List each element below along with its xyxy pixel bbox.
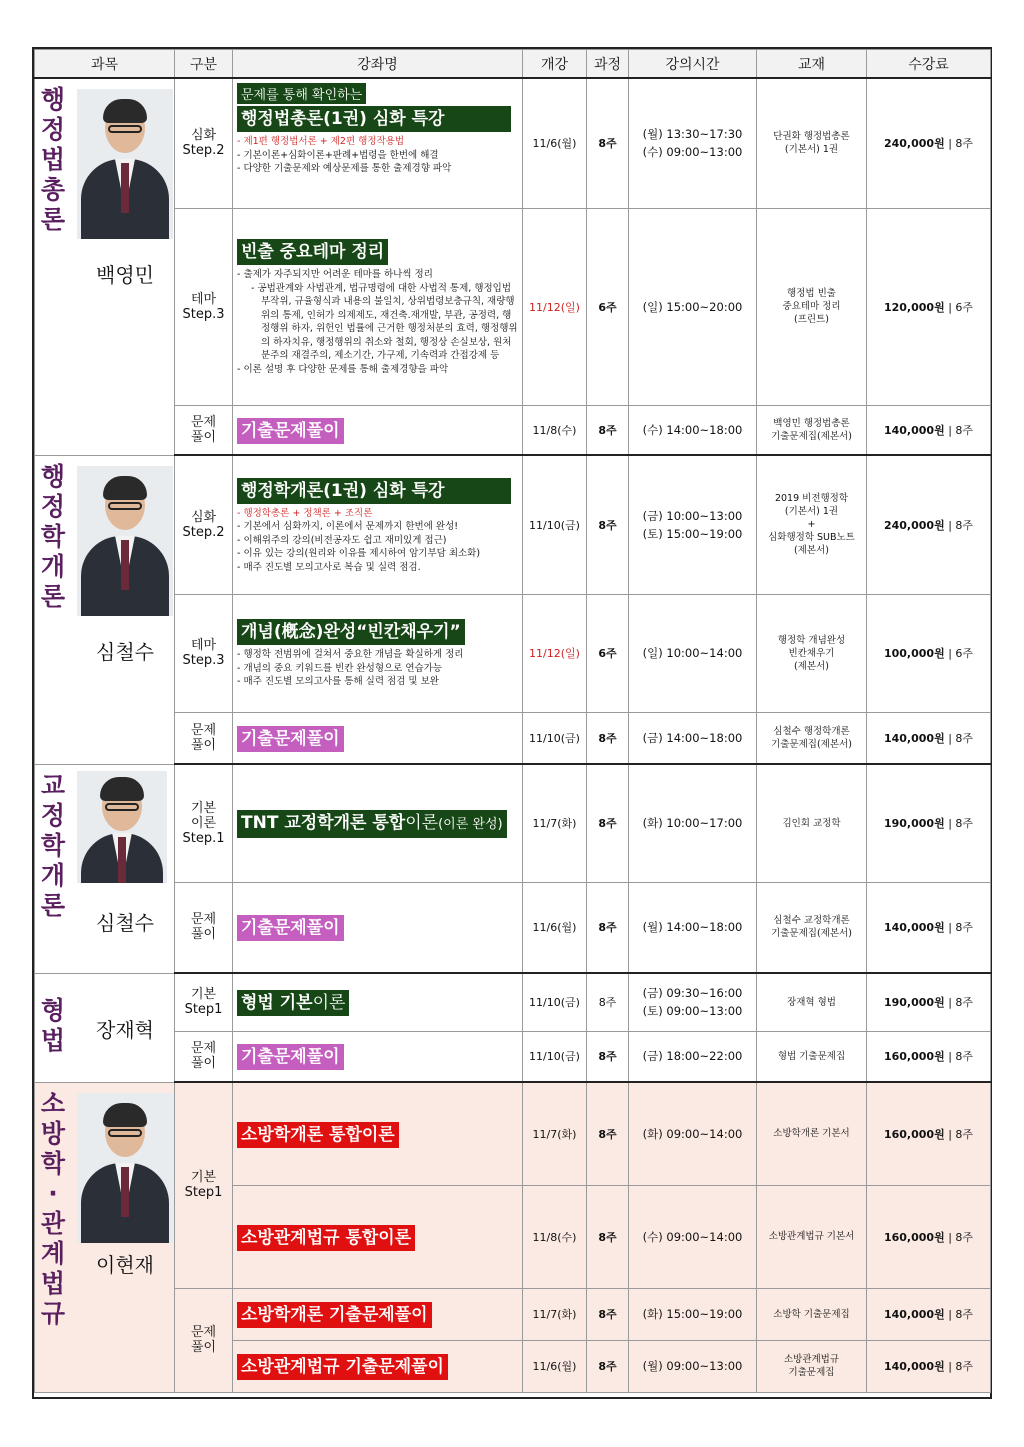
lecture-time: (화) 09:00~14:00 [629, 1082, 757, 1185]
fee-amount: 160,000원 [883, 1127, 945, 1141]
bullet: - 다양한 기출문제와 예상문제를 통한 출제경향 파악 [237, 163, 452, 174]
fee-unit: | 8주 [948, 921, 974, 935]
bullet: - 개념의 중요 키워드를 빈칸 완성형으로 연습가능 [237, 662, 443, 674]
course-cell [233, 594, 523, 712]
fee-unit: | 8주 [948, 731, 974, 745]
course-bullets [237, 268, 518, 376]
course-title: 형법 기본 [241, 993, 313, 1014]
lecture-time: (일) 15:00~20:00 [629, 208, 757, 405]
header-row [35, 50, 991, 79]
duration: 6주 [587, 594, 629, 712]
header-subject: 과목 [35, 50, 175, 79]
open-date: 11/8(수) [523, 1185, 587, 1288]
division-label: 문제 풀이 [190, 722, 217, 753]
course-title: 개념(槪念)완성“빈칸채우기” [237, 619, 465, 645]
course-title-box [237, 990, 349, 1016]
division-cell [175, 882, 233, 973]
subject-cell-fire [35, 1082, 175, 1392]
teacher-name: 장재혁 [96, 1017, 154, 1042]
open-date: 11/10(금) [523, 712, 587, 764]
division-cell [175, 1082, 233, 1288]
course-title: TNT 교정학개론 통합 [241, 813, 406, 834]
duration: 8주 [587, 1082, 629, 1185]
schedule-table [34, 49, 991, 1393]
open-date: 11/8(수) [523, 405, 587, 455]
fee-amount: 120,000원 [883, 300, 945, 314]
textbook: 장재혁 형법 [757, 973, 867, 1031]
fee-cell [867, 78, 991, 208]
table-row [35, 1031, 991, 1082]
fee-cell [867, 764, 991, 882]
course-cell [233, 1288, 523, 1340]
fee-cell [867, 1031, 991, 1082]
header-open: 개강 [523, 50, 587, 79]
division-label: 테마 Step.3 [182, 291, 225, 322]
fee-unit: | 8주 [948, 1308, 974, 1321]
fee-cell [867, 1288, 991, 1340]
lecture-time: (수) 14:00~18:00 [629, 405, 757, 455]
fee-unit: | 8주 [948, 137, 974, 151]
fee-unit: | 8주 [948, 423, 974, 437]
fee-amount: 100,000원 [883, 647, 945, 660]
division-label: 기본 Step1 [184, 987, 223, 1018]
subject-title: 행정학개론 [40, 461, 66, 611]
fee-amount: 140,000원 [883, 731, 945, 745]
bullet: - 이해위주의 강의(비전공자도 쉽고 재미있게 접근) [237, 534, 447, 546]
course-title-tail: 이론 [312, 993, 346, 1014]
lecture-time: (화) 10:00~17:00 [629, 764, 757, 882]
subject-title: 행정법총론 [40, 85, 66, 234]
bullet: - 기본에서 심화까지, 이론에서 문제까지 한번에 완성! [237, 521, 459, 532]
subject-cell-criminal [35, 973, 175, 1082]
course-cell [233, 712, 523, 764]
course-cell [233, 1185, 523, 1288]
duration: 8주 [587, 1340, 629, 1392]
subject-title: 형법 [40, 995, 66, 1055]
lecture-time: (월) 13:30~17:30 (수) 09:00~13:00 [629, 78, 757, 208]
division-cell [175, 712, 233, 764]
lecture-time: (금) 09:30~16:00 (토) 09:00~13:00 [629, 973, 757, 1031]
subject-title: 교정학개론 [40, 770, 66, 920]
open-date: 11/6(월) [523, 1340, 587, 1392]
division-cell [175, 405, 233, 455]
textbook: 2019 비전행정학 (기본서) 1권 + 심화행정학 SUB노트 (제본서) [757, 455, 867, 594]
textbook: 심철수 행정학개론 기출문제집(제본서) [757, 712, 867, 764]
bullet: - 이유 있는 강의(원리와 이유를 제시하여 암기부담 최소화) [237, 548, 481, 559]
division-cell [175, 208, 233, 405]
division-cell [175, 764, 233, 882]
fee-amount: 190,000원 [883, 996, 945, 1010]
subject-cell-admin-sci [35, 455, 175, 764]
course-title: 행정학개론(1권) 심화 특강 [237, 478, 511, 504]
division-cell [175, 973, 233, 1031]
textbook: 소방관계법규 기출문제집 [757, 1340, 867, 1392]
table-row [35, 594, 991, 712]
fee-unit: | 6주 [948, 647, 974, 660]
fee-amount: 240,000원 [883, 518, 945, 532]
course-cell [233, 882, 523, 973]
table-row [35, 405, 991, 455]
bullet: - 행정학총론 + 정책론 + 조직론 [237, 507, 373, 519]
course-bullets [237, 135, 518, 176]
lecture-time: (수) 09:00~14:00 [629, 1185, 757, 1288]
textbook: 김인회 교정학 [757, 764, 867, 882]
open-date: 11/7(화) [523, 764, 587, 882]
course-title: 행정법총론(1권) 심화 특강 [237, 106, 511, 132]
duration: 8주 [587, 1031, 629, 1082]
course-title: 소방학개론 통합이론 [237, 1122, 399, 1148]
bullet: - 공법관계와 사법관계, 법규명령에 대한 사법적 통제, 행정입법부작위, 규율형식과 내용의 불일치, 상위법령보충규칙, 재량행위의 통제, 인허가 의제제도, 재건축.재개발, 부관, 공정력, 행정행위 하자, 위헌인 법률에 근거한 행정처분의 효력, 행정행위의 하자치유, 행정행위의 취소와 철회, 행정상 손실보상, 원처분주의 재결주의, 제소기간, 가구제, 기속력과 간접강제 등 [251, 282, 518, 361]
textbook: 행정학 개념완성 빈칸채우기 (제본서) [757, 594, 867, 712]
course-cell [233, 455, 523, 594]
fee-unit: | 8주 [948, 1050, 974, 1064]
duration: 8주 [587, 1185, 629, 1288]
bullet: - 출제가 자주되지만 어려운 테마를 하나씩 정리 [237, 269, 433, 280]
fee-cell [867, 973, 991, 1031]
course-title: 소방관계법규 통합이론 [237, 1225, 415, 1251]
division-cell [175, 78, 233, 208]
course-cell [233, 764, 523, 882]
lecture-time: (월) 09:00~13:00 [629, 1340, 757, 1392]
fee-amount: 190,000원 [883, 817, 945, 831]
fee-amount: 140,000원 [883, 921, 945, 935]
open-date: 11/6(월) [523, 78, 587, 208]
fee-amount: 140,000원 [883, 423, 945, 437]
textbook: 단권화 행정법총론 (기본서) 1권 [757, 78, 867, 208]
open-date: 11/10(금) [523, 455, 587, 594]
course-title: 기출문제풀이 [237, 418, 344, 444]
division-cell [175, 1288, 233, 1392]
division-cell [175, 455, 233, 594]
fee-unit: | 8주 [948, 1360, 974, 1373]
teacher-photo [77, 771, 167, 883]
fee-amount: 140,000원 [883, 1360, 945, 1373]
header-time: 강의시간 [629, 50, 757, 79]
fee-unit: | 8주 [948, 518, 974, 532]
fee-cell [867, 1082, 991, 1185]
table-row [35, 208, 991, 405]
course-title-box [237, 810, 507, 838]
division-cell [175, 594, 233, 712]
course-title-note: (이론 완성) [438, 817, 503, 833]
open-date: 11/7(화) [523, 1288, 587, 1340]
lecture-time: (월) 14:00~18:00 [629, 882, 757, 973]
header-course: 강좌명 [233, 50, 523, 79]
fee-amount: 140,000원 [883, 1308, 945, 1321]
course-bullets [237, 648, 518, 689]
table-row [35, 455, 991, 594]
bullet: - 행정학 전범위에 걸쳐서 중요한 개념을 확실하게 정리 [237, 649, 464, 661]
textbook: 심철수 교정학개론 기출문제집(제본서) [757, 882, 867, 973]
division-label: 문제 풀이 [190, 414, 217, 445]
course-cell [233, 208, 523, 405]
duration: 8주 [587, 973, 629, 1031]
course-title: 기출문제풀이 [237, 915, 344, 941]
division-label: 문제 풀이 [190, 912, 217, 943]
subject-cell-admin-law [35, 78, 175, 455]
fee-unit: | 8주 [948, 996, 974, 1010]
division-label: 심화 Step.2 [182, 509, 225, 540]
teacher-photo [77, 1093, 173, 1243]
course-cell [233, 405, 523, 455]
textbook: 백영민 행정법총론 기출문제집(제본서) [757, 405, 867, 455]
lecture-time: (금) 18:00~22:00 [629, 1031, 757, 1082]
open-date: 11/12(일) [523, 594, 587, 712]
open-date: 11/10(금) [523, 1031, 587, 1082]
fee-amount: 240,000원 [883, 137, 945, 151]
teacher-name: 심철수 [96, 639, 154, 664]
lecture-time: (화) 15:00~19:00 [629, 1288, 757, 1340]
fee-cell [867, 594, 991, 712]
open-date: 11/12(일) [523, 208, 587, 405]
duration: 8주 [587, 764, 629, 882]
textbook: 소방관계법규 기본서 [757, 1185, 867, 1288]
subject-cell-correction [35, 764, 175, 973]
fee-unit: | 8주 [948, 1127, 974, 1141]
textbook: 형법 기출문제집 [757, 1031, 867, 1082]
lecture-time: (일) 10:00~14:00 [629, 594, 757, 712]
division-cell [175, 1031, 233, 1082]
course-title: 기출문제풀이 [237, 1044, 344, 1070]
teacher-name: 백영민 [96, 263, 154, 287]
course-cell [233, 1082, 523, 1185]
schedule-table-frame [32, 47, 992, 1399]
course-title-tail: 이론 [405, 813, 439, 834]
fee-cell [867, 405, 991, 455]
table-row [35, 78, 991, 208]
header-division: 구분 [175, 50, 233, 79]
fee-cell [867, 455, 991, 594]
table-row [35, 973, 991, 1031]
bullet: - 기본이론+심화이론+판례+법령을 한번에 해결 [237, 149, 439, 161]
bullet: - 제1편 행정법서론 + 제2편 행정작용법 [237, 136, 405, 147]
fee-amount: 160,000원 [883, 1230, 945, 1244]
course-tag: 문제를 통해 확인하는 [237, 83, 366, 104]
header-book: 교재 [757, 50, 867, 79]
textbook: 행정법 빈출 중요테마 정리 (프린트) [757, 208, 867, 405]
course-cell [233, 1031, 523, 1082]
teacher-name: 심철수 [96, 910, 154, 935]
table-row [35, 712, 991, 764]
duration: 8주 [587, 712, 629, 764]
header-duration: 과정 [587, 50, 629, 79]
course-title: 빈출 중요테마 정리 [237, 239, 388, 265]
table-row [35, 764, 991, 882]
bullet: - 매주 진도별 모의고사로 복습 및 실력 점검. [237, 561, 421, 573]
table-row [35, 1288, 991, 1340]
fee-cell [867, 1340, 991, 1392]
course-cell [233, 78, 523, 208]
division-label: 심화 Step.2 [182, 128, 225, 159]
duration: 6주 [587, 208, 629, 405]
teacher-photo [77, 466, 173, 616]
division-label: 기본 이론 Step.1 [182, 800, 225, 846]
subject-title: 소방학·관계법규 [40, 1088, 66, 1328]
bullet: - 매주 진도별 모의고사를 통해 실력 점검 및 보완 [237, 676, 439, 688]
lecture-time: (금) 10:00~13:00 (토) 15:00~19:00 [629, 455, 757, 594]
course-cell [233, 1340, 523, 1392]
teacher-photo [77, 89, 173, 239]
duration: 8주 [587, 1288, 629, 1340]
textbook: 소방학 기출문제집 [757, 1288, 867, 1340]
division-label: 테마 Step.3 [182, 638, 225, 668]
fee-cell [867, 208, 991, 405]
duration: 8주 [587, 455, 629, 594]
fee-unit: | 6주 [948, 300, 974, 314]
teacher-name: 이현재 [96, 1252, 154, 1277]
duration: 8주 [587, 882, 629, 973]
open-date: 11/10(금) [523, 973, 587, 1031]
textbook: 소방학개론 기본서 [757, 1082, 867, 1185]
fee-unit: | 8주 [948, 1230, 974, 1244]
course-title: 기출문제풀이 [237, 726, 344, 752]
open-date: 11/6(월) [523, 882, 587, 973]
division-label: 기본 Step1 [184, 1170, 223, 1201]
fee-cell [867, 1185, 991, 1288]
bullet: - 이론 설명 후 다양한 문제를 통해 출제경향을 파악 [237, 363, 449, 375]
fee-cell [867, 882, 991, 973]
course-title: 소방관계법규 기출문제풀이 [237, 1354, 448, 1380]
course-cell [233, 973, 523, 1031]
fee-amount: 160,000원 [883, 1050, 945, 1064]
table-row [35, 1082, 991, 1185]
header-fee: 수강료 [867, 50, 991, 79]
fee-unit: | 8주 [948, 817, 974, 831]
division-label: 문제 풀이 [190, 1325, 217, 1355]
course-bullets [237, 507, 518, 575]
fee-cell [867, 712, 991, 764]
lecture-time: (금) 14:00~18:00 [629, 712, 757, 764]
table-row [35, 882, 991, 973]
open-date: 11/7(화) [523, 1082, 587, 1185]
division-label: 문제 풀이 [190, 1041, 217, 1072]
course-title: 소방학개론 기출문제풀이 [237, 1302, 432, 1328]
duration: 8주 [587, 405, 629, 455]
duration: 8주 [587, 78, 629, 208]
